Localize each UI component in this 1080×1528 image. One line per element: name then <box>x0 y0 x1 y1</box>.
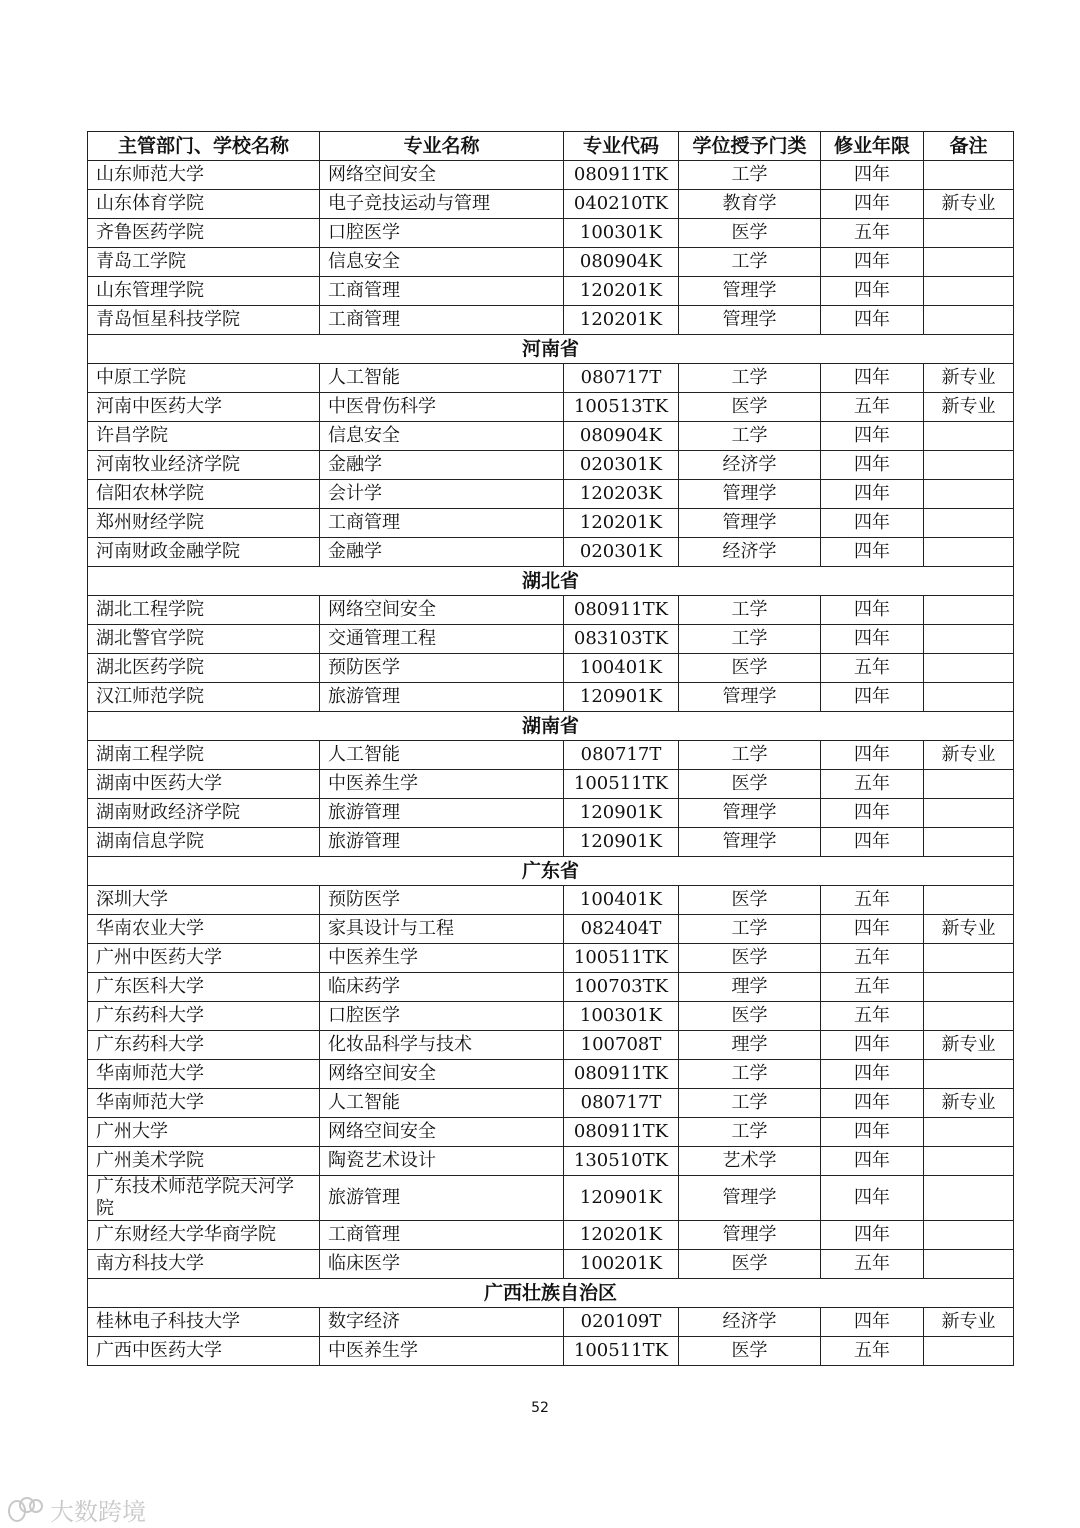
school-cell: 山东师范大学 <box>88 161 320 190</box>
table-row <box>88 886 1014 915</box>
school-cell: 广东医科大学 <box>88 973 320 1002</box>
table-header-row <box>88 132 1014 161</box>
note-cell <box>924 625 1014 654</box>
header-major: 专业名称 <box>320 132 564 161</box>
degree-cell: 工学 <box>679 625 821 654</box>
province-heading: 广西壮族自治区 <box>88 1279 1014 1308</box>
school-cell: 湖南中医药大学 <box>88 770 320 799</box>
major-cell: 电子竞技运动与管理 <box>320 190 564 219</box>
table-row <box>88 683 1014 712</box>
major-cell: 旅游管理 <box>320 1176 564 1221</box>
code-cell: 080911TK <box>564 161 679 190</box>
major-cell: 中医养生学 <box>320 944 564 973</box>
degree-cell: 工学 <box>679 1060 821 1089</box>
note-cell <box>924 1060 1014 1089</box>
major-cell: 网络空间安全 <box>320 161 564 190</box>
school-cell: 湖北医药学院 <box>88 654 320 683</box>
school-cell: 青岛工学院 <box>88 248 320 277</box>
degree-cell: 工学 <box>679 161 821 190</box>
duration-cell: 四年 <box>821 422 924 451</box>
major-cell: 旅游管理 <box>320 683 564 712</box>
table-row <box>88 277 1014 306</box>
code-cell: 120203K <box>564 480 679 509</box>
major-cell: 人工智能 <box>320 364 564 393</box>
code-cell: 120201K <box>564 306 679 335</box>
table-row <box>88 1221 1014 1250</box>
school-cell: 华南农业大学 <box>88 915 320 944</box>
major-cell: 信息安全 <box>320 422 564 451</box>
code-cell: 020301K <box>564 538 679 567</box>
table-row <box>88 1089 1014 1118</box>
degree-cell: 医学 <box>679 654 821 683</box>
duration-cell: 五年 <box>821 1002 924 1031</box>
degree-cell: 管理学 <box>679 1176 821 1221</box>
school-cell: 许昌学院 <box>88 422 320 451</box>
note-cell <box>924 219 1014 248</box>
header-duration: 修业年限 <box>821 132 924 161</box>
school-cell: 深圳大学 <box>88 886 320 915</box>
header-code: 专业代码 <box>564 132 679 161</box>
major-cell: 交通管理工程 <box>320 625 564 654</box>
table-row <box>88 538 1014 567</box>
degree-cell: 工学 <box>679 422 821 451</box>
major-cell: 网络空间安全 <box>320 596 564 625</box>
degree-cell: 教育学 <box>679 190 821 219</box>
code-cell: 083103TK <box>564 625 679 654</box>
code-cell: 120201K <box>564 277 679 306</box>
duration-cell: 四年 <box>821 741 924 770</box>
table-row <box>88 973 1014 1002</box>
duration-cell: 四年 <box>821 190 924 219</box>
note-cell <box>924 683 1014 712</box>
table-row <box>88 451 1014 480</box>
duration-cell: 五年 <box>821 1250 924 1279</box>
province-heading: 广东省 <box>88 857 1014 886</box>
note-cell <box>924 422 1014 451</box>
degree-cell: 管理学 <box>679 306 821 335</box>
major-cell: 化妆品科学与技术 <box>320 1031 564 1060</box>
duration-cell: 五年 <box>821 654 924 683</box>
table-row <box>88 944 1014 973</box>
note-cell <box>924 509 1014 538</box>
degree-cell: 经济学 <box>679 451 821 480</box>
duration-cell: 四年 <box>821 451 924 480</box>
major-cell: 预防医学 <box>320 886 564 915</box>
school-cell: 湖南工程学院 <box>88 741 320 770</box>
degree-cell: 医学 <box>679 1337 821 1366</box>
code-cell: 100301K <box>564 1002 679 1031</box>
duration-cell: 四年 <box>821 1031 924 1060</box>
table-row <box>88 770 1014 799</box>
school-cell: 广东技术师范学院天河学院 <box>88 1176 320 1221</box>
school-cell: 河南财政金融学院 <box>88 538 320 567</box>
note-cell <box>924 1337 1014 1366</box>
header-note: 备注 <box>924 132 1014 161</box>
note-cell <box>924 451 1014 480</box>
code-cell: 100511TK <box>564 1337 679 1366</box>
note-cell <box>924 886 1014 915</box>
school-cell: 山东体育学院 <box>88 190 320 219</box>
major-cell: 网络空间安全 <box>320 1060 564 1089</box>
degree-cell: 管理学 <box>679 480 821 509</box>
major-cell: 中医骨伤科学 <box>320 393 564 422</box>
duration-cell: 四年 <box>821 248 924 277</box>
school-cell: 湖南财政经济学院 <box>88 799 320 828</box>
note-cell: 新专业 <box>924 393 1014 422</box>
watermark <box>8 1492 146 1527</box>
code-cell: 120901K <box>564 1176 679 1221</box>
note-cell <box>924 1118 1014 1147</box>
table-row <box>88 364 1014 393</box>
school-cell: 桂林电子科技大学 <box>88 1308 320 1337</box>
school-cell: 华南师范大学 <box>88 1060 320 1089</box>
note-cell <box>924 973 1014 1002</box>
header-degree: 学位授予门类 <box>679 132 821 161</box>
table-row <box>88 654 1014 683</box>
header-school: 主管部门、学校名称 <box>88 132 320 161</box>
school-cell: 汉江师范学院 <box>88 683 320 712</box>
note-cell <box>924 161 1014 190</box>
code-cell: 100301K <box>564 219 679 248</box>
code-cell: 100708T <box>564 1031 679 1060</box>
table-row <box>88 190 1014 219</box>
code-cell: 020109T <box>564 1308 679 1337</box>
degree-cell: 理学 <box>679 1031 821 1060</box>
degree-cell: 管理学 <box>679 509 821 538</box>
school-cell: 广州美术学院 <box>88 1147 320 1176</box>
degree-cell: 工学 <box>679 1089 821 1118</box>
major-cell: 人工智能 <box>320 741 564 770</box>
watermark-logo-icon <box>8 1497 46 1523</box>
code-cell: 100201K <box>564 1250 679 1279</box>
note-cell: 新专业 <box>924 1308 1014 1337</box>
province-row <box>88 857 1014 886</box>
table-row <box>88 1118 1014 1147</box>
degree-cell: 理学 <box>679 973 821 1002</box>
table-row <box>88 306 1014 335</box>
school-cell: 广东财经大学华商学院 <box>88 1221 320 1250</box>
school-cell: 湖北警官学院 <box>88 625 320 654</box>
code-cell: 120901K <box>564 683 679 712</box>
degree-cell: 经济学 <box>679 538 821 567</box>
school-cell: 山东管理学院 <box>88 277 320 306</box>
duration-cell: 四年 <box>821 161 924 190</box>
school-cell: 青岛恒星科技学院 <box>88 306 320 335</box>
code-cell: 100511TK <box>564 770 679 799</box>
code-cell: 080911TK <box>564 1118 679 1147</box>
duration-cell: 五年 <box>821 770 924 799</box>
table-row <box>88 915 1014 944</box>
table-row <box>88 1031 1014 1060</box>
code-cell: 080717T <box>564 741 679 770</box>
school-cell: 郑州财经学院 <box>88 509 320 538</box>
degree-cell: 医学 <box>679 770 821 799</box>
majors-table <box>87 131 1014 1366</box>
note-cell <box>924 596 1014 625</box>
note-cell <box>924 944 1014 973</box>
duration-cell: 四年 <box>821 509 924 538</box>
code-cell: 100401K <box>564 654 679 683</box>
code-cell: 120901K <box>564 828 679 857</box>
major-cell: 旅游管理 <box>320 828 564 857</box>
major-cell: 会计学 <box>320 480 564 509</box>
major-cell: 工商管理 <box>320 277 564 306</box>
duration-cell: 四年 <box>821 480 924 509</box>
duration-cell: 四年 <box>821 915 924 944</box>
table-row <box>88 509 1014 538</box>
table-row <box>88 1337 1014 1366</box>
table-row <box>88 422 1014 451</box>
major-cell: 中医养生学 <box>320 1337 564 1366</box>
major-cell: 中医养生学 <box>320 770 564 799</box>
degree-cell: 工学 <box>679 741 821 770</box>
note-cell: 新专业 <box>924 190 1014 219</box>
school-cell: 信阳农林学院 <box>88 480 320 509</box>
school-cell: 中原工学院 <box>88 364 320 393</box>
province-heading: 湖南省 <box>88 712 1014 741</box>
duration-cell: 四年 <box>821 799 924 828</box>
major-cell: 预防医学 <box>320 654 564 683</box>
duration-cell: 五年 <box>821 393 924 422</box>
note-cell <box>924 480 1014 509</box>
degree-cell: 工学 <box>679 248 821 277</box>
major-cell: 临床医学 <box>320 1250 564 1279</box>
table-row <box>88 1176 1014 1221</box>
duration-cell: 四年 <box>821 1147 924 1176</box>
major-cell: 口腔医学 <box>320 1002 564 1031</box>
degree-cell: 医学 <box>679 219 821 248</box>
watermark-text: 大数跨境 <box>50 1498 146 1526</box>
code-cell: 120201K <box>564 1221 679 1250</box>
province-heading: 河南省 <box>88 335 1014 364</box>
degree-cell: 工学 <box>679 364 821 393</box>
duration-cell: 四年 <box>821 596 924 625</box>
degree-cell: 管理学 <box>679 799 821 828</box>
school-cell: 广州大学 <box>88 1118 320 1147</box>
duration-cell: 五年 <box>821 973 924 1002</box>
table-row <box>88 799 1014 828</box>
degree-cell: 工学 <box>679 596 821 625</box>
table-row <box>88 1308 1014 1337</box>
school-cell: 湖北工程学院 <box>88 596 320 625</box>
table-row <box>88 1060 1014 1089</box>
province-row <box>88 567 1014 596</box>
table-row <box>88 393 1014 422</box>
code-cell: 100513TK <box>564 393 679 422</box>
duration-cell: 四年 <box>821 828 924 857</box>
table-row <box>88 828 1014 857</box>
code-cell: 020301K <box>564 451 679 480</box>
code-cell: 080911TK <box>564 1060 679 1089</box>
duration-cell: 四年 <box>821 277 924 306</box>
note-cell <box>924 799 1014 828</box>
province-row <box>88 712 1014 741</box>
duration-cell: 四年 <box>821 364 924 393</box>
table-row <box>88 1147 1014 1176</box>
major-cell: 工商管理 <box>320 1221 564 1250</box>
major-cell: 网络空间安全 <box>320 1118 564 1147</box>
table-row <box>88 1250 1014 1279</box>
note-cell <box>924 1176 1014 1221</box>
degree-cell: 医学 <box>679 886 821 915</box>
school-cell: 河南牧业经济学院 <box>88 451 320 480</box>
duration-cell: 四年 <box>821 683 924 712</box>
note-cell: 新专业 <box>924 1089 1014 1118</box>
degree-cell: 经济学 <box>679 1308 821 1337</box>
degree-cell: 管理学 <box>679 1221 821 1250</box>
province-row <box>88 335 1014 364</box>
code-cell: 100511TK <box>564 944 679 973</box>
table-row <box>88 1002 1014 1031</box>
duration-cell: 四年 <box>821 1089 924 1118</box>
duration-cell: 四年 <box>821 1308 924 1337</box>
degree-cell: 艺术学 <box>679 1147 821 1176</box>
degree-cell: 工学 <box>679 915 821 944</box>
note-cell <box>924 1147 1014 1176</box>
school-cell: 齐鲁医药学院 <box>88 219 320 248</box>
table-row <box>88 219 1014 248</box>
school-cell: 广东药科大学 <box>88 1002 320 1031</box>
school-cell: 湖南信息学院 <box>88 828 320 857</box>
code-cell: 080904K <box>564 248 679 277</box>
province-row <box>88 1279 1014 1308</box>
major-cell: 人工智能 <box>320 1089 564 1118</box>
duration-cell: 五年 <box>821 219 924 248</box>
code-cell: 100401K <box>564 886 679 915</box>
duration-cell: 四年 <box>821 625 924 654</box>
note-cell: 新专业 <box>924 741 1014 770</box>
degree-cell: 工学 <box>679 1118 821 1147</box>
code-cell: 120901K <box>564 799 679 828</box>
note-cell <box>924 538 1014 567</box>
note-cell <box>924 828 1014 857</box>
duration-cell: 五年 <box>821 886 924 915</box>
code-cell: 130510TK <box>564 1147 679 1176</box>
table-row <box>88 480 1014 509</box>
major-cell: 金融学 <box>320 451 564 480</box>
duration-cell: 四年 <box>821 1060 924 1089</box>
page-number: 52 <box>531 1400 549 1416</box>
major-cell: 家具设计与工程 <box>320 915 564 944</box>
code-cell: 080717T <box>564 1089 679 1118</box>
code-cell: 080717T <box>564 364 679 393</box>
degree-cell: 管理学 <box>679 277 821 306</box>
code-cell: 080911TK <box>564 596 679 625</box>
note-cell <box>924 248 1014 277</box>
school-cell: 南方科技大学 <box>88 1250 320 1279</box>
major-cell: 临床药学 <box>320 973 564 1002</box>
major-cell: 金融学 <box>320 538 564 567</box>
province-heading: 湖北省 <box>88 567 1014 596</box>
table-row <box>88 596 1014 625</box>
duration-cell: 四年 <box>821 1221 924 1250</box>
duration-cell: 四年 <box>821 1118 924 1147</box>
table-row <box>88 248 1014 277</box>
code-cell: 040210TK <box>564 190 679 219</box>
note-cell <box>924 770 1014 799</box>
table-row <box>88 741 1014 770</box>
degree-cell: 医学 <box>679 1002 821 1031</box>
note-cell <box>924 1221 1014 1250</box>
duration-cell: 四年 <box>821 306 924 335</box>
note-cell <box>924 277 1014 306</box>
duration-cell: 四年 <box>821 538 924 567</box>
note-cell <box>924 1250 1014 1279</box>
code-cell: 080904K <box>564 422 679 451</box>
school-cell: 广西中医药大学 <box>88 1337 320 1366</box>
school-cell: 河南中医药大学 <box>88 393 320 422</box>
duration-cell: 五年 <box>821 1337 924 1366</box>
code-cell: 082404T <box>564 915 679 944</box>
degree-cell: 医学 <box>679 393 821 422</box>
major-cell: 信息安全 <box>320 248 564 277</box>
note-cell: 新专业 <box>924 915 1014 944</box>
code-cell: 120201K <box>564 509 679 538</box>
note-cell: 新专业 <box>924 1031 1014 1060</box>
school-cell: 华南师范大学 <box>88 1089 320 1118</box>
table-row <box>88 161 1014 190</box>
table-row <box>88 625 1014 654</box>
school-cell: 广州中医药大学 <box>88 944 320 973</box>
duration-cell: 五年 <box>821 944 924 973</box>
school-cell: 广东药科大学 <box>88 1031 320 1060</box>
major-cell: 工商管理 <box>320 306 564 335</box>
major-cell: 口腔医学 <box>320 219 564 248</box>
note-cell <box>924 306 1014 335</box>
degree-cell: 医学 <box>679 1250 821 1279</box>
degree-cell: 管理学 <box>679 828 821 857</box>
major-cell: 旅游管理 <box>320 799 564 828</box>
major-cell: 数字经济 <box>320 1308 564 1337</box>
major-cell: 陶瓷艺术设计 <box>320 1147 564 1176</box>
note-cell <box>924 1002 1014 1031</box>
note-cell <box>924 654 1014 683</box>
duration-cell: 四年 <box>821 1176 924 1221</box>
major-cell: 工商管理 <box>320 509 564 538</box>
degree-cell: 医学 <box>679 944 821 973</box>
code-cell: 100703TK <box>564 973 679 1002</box>
degree-cell: 管理学 <box>679 683 821 712</box>
note-cell: 新专业 <box>924 364 1014 393</box>
